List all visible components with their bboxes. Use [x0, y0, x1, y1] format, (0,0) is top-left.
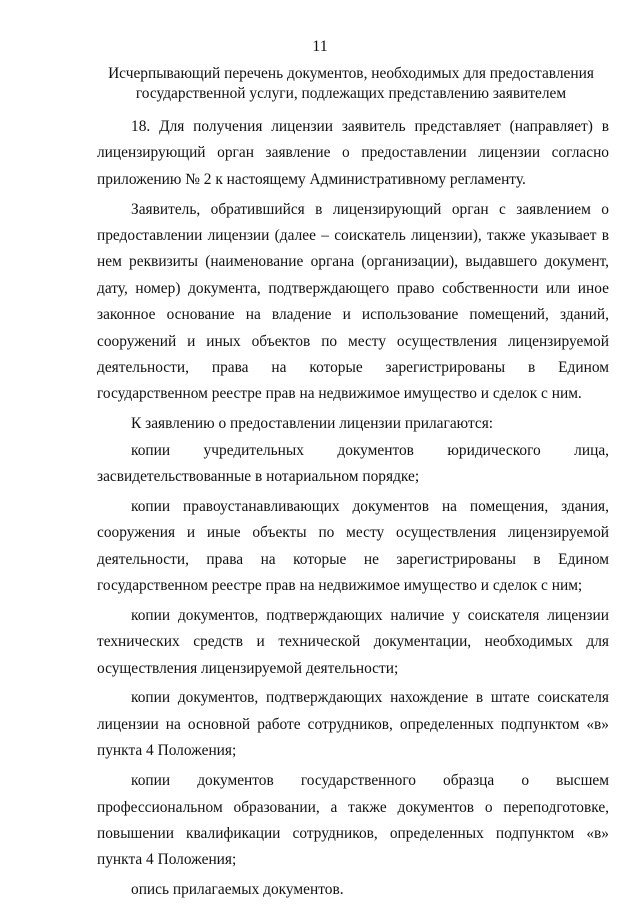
document-body [97, 114, 609, 907]
paragraph-attachments-intro: К заявлению о предоставлении лицензии прилагаются: [131, 415, 494, 433]
section-heading: Исчерпывающий перечень документов, необходимых для предоставления государственной услуги, подлежащих представлению заявителем [108, 65, 594, 102]
paragraph-founding-documents: копии учредительных документов юридического лица, засвидетельствованные в нотариальном порядке; [97, 441, 609, 486]
paragraph-inventory: опись прилагаемых документов. [131, 881, 344, 899]
paragraph-item-18: 18. Для получения лицензии заявитель представляет (направляет) в лицензирующий орган заявление о предоставлении лицензии согласно приложению № 2 к настоящему Административному регламенту. [97, 118, 609, 188]
paragraph-technical-means: копии документов, подтверждающих наличие у соискателя лицензии технических средств и технической документации, необходимых для осуществления лицензируемой деятельности; [97, 606, 609, 677]
paragraph-staff-documents: копии документов, подтверждающих нахождение в штате соискателя лицензии на основной работе сотрудников, определенных подпунктом «в» пункта 4 Положения; [97, 689, 609, 760]
paragraph-title-documents: копии правоустанавливающих документов на помещения, здания, сооружения и иные объекты по месту осуществления лицензируемой деятельности, права на которые не зарегистрированы в Едином государственном реестре прав на недвижимое имущество и сделок с ним; [97, 497, 609, 595]
paragraph-applicant-details: Заявитель, обратившийся в лицензирующий орган с заявлением о предоставлении лицензии (далее – соискатель лицензии), также указывает в нем реквизиты (наименование органа (организации), выдавшего документ, дату, номер) документа, подтверждающего право собственности или иное законное основание на владение и использование помещений, зданий, сооружений и иных объектов по месту осуществления лицензируемой деятельности, права на которые зарегистрированы в Едином государственном реестре прав на недвижимое имущество и сделок с ним. [97, 200, 609, 403]
page-number: 11 [312, 38, 328, 55]
paragraph-education-documents: копии документов государственного образца о высшем профессиональном образовании, а также документов о переподготовке, повышении квалификации сотрудников, определенных подпунктом «в» пункта 4 Положения; [97, 772, 609, 869]
